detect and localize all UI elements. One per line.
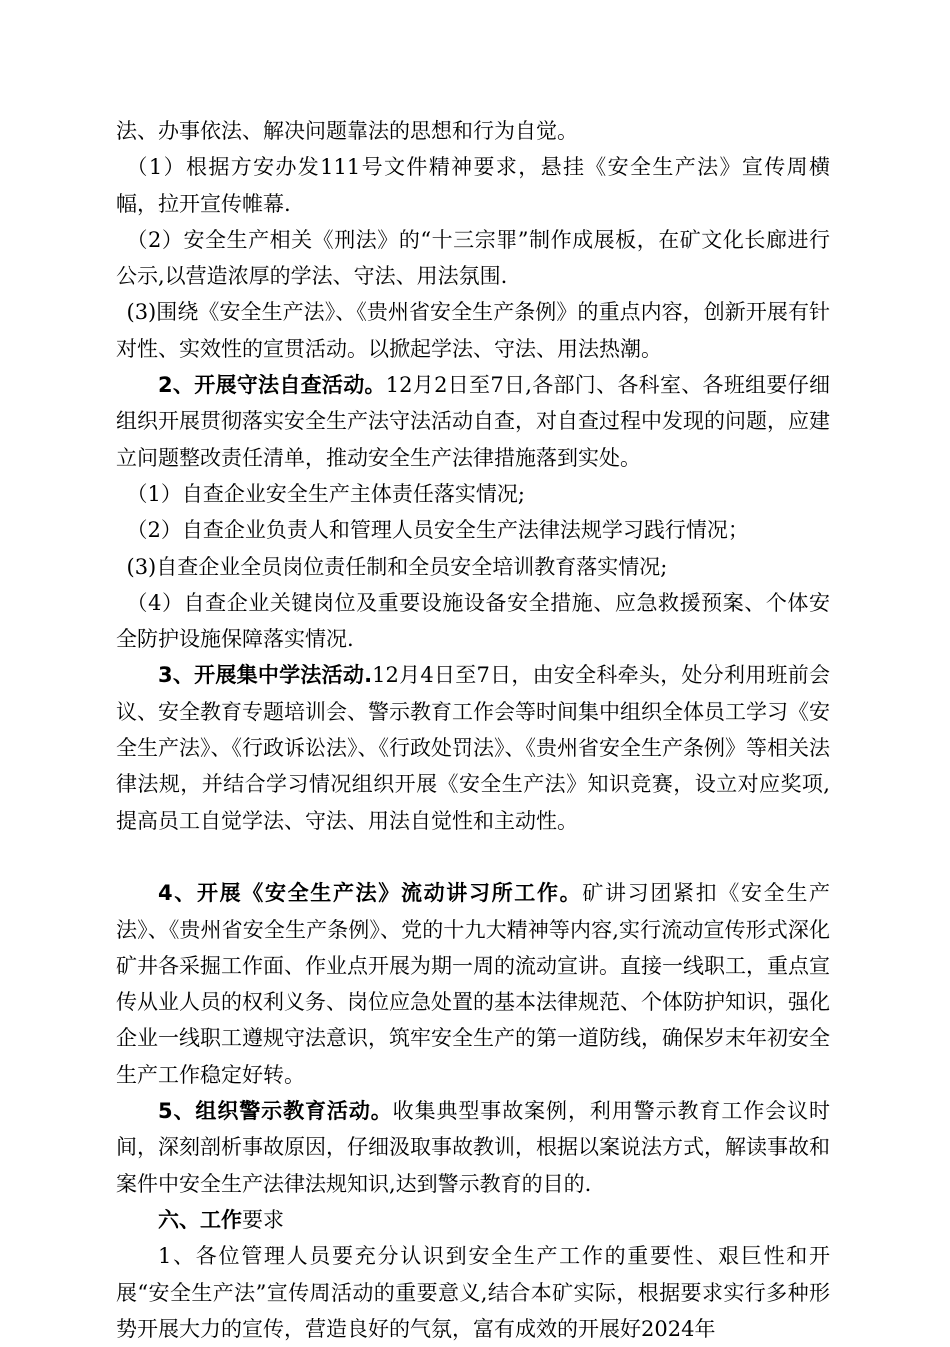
- paragraph-text: (3)围绕《安全生产法》、《贵州省安全生产条例》的重点内容，创新开展有针对性、实效性的宣贯活动。以掀起学法、守法、用法热潮。: [116, 300, 830, 361]
- paragraph-intro-end: [116, 113, 830, 149]
- paragraph-text: 矿讲习团紧扣《安全生产法》、《贵州省安全生产条例》、党的十九大精神等内容,实行流动宣传形式深化矿井各采掘工作面、作业点开展为期一周的流动宣讲。直接一线职工，重点宣传从业人员的权利义务、岗位应急处置的基本法律规范、个体防护知识，强化企业一线职工遵规守法意识，筑牢安全生产的第一道防线，确保岁末年初安全生产工作稳定好转。: [116, 881, 830, 1087]
- section-heading: 3、开展集中学法活动.: [158, 663, 373, 688]
- paragraph-section-5: [116, 1093, 830, 1202]
- paragraph-requirement-1: [116, 1238, 830, 1347]
- paragraph-text: 12月4日至7日，由安全科牵头，处分利用班前会议、安全教育专题培训会、警示教育工作会等时间集中组织全体员工学习《安全生产法》、《行政诉讼法》、《行政处罚法》、《贵州省安全生产条例》等相关法律法规，并结合学习情况组织开展《安全生产法》知识竞赛，设立对应奖项,提高员工自觉学法、守法、用法自觉性和主动性。: [116, 663, 830, 833]
- paragraph-item-2-3: [116, 549, 830, 585]
- paragraph-text: 1、各位管理人员要充分认识到安全生产工作的重要性、艰巨性和开展“安全生产法”宣传周活动的重要意义,结合本矿实际，根据要求实行多种形势开展大力的宣传，营造良好的气氛，富有成效的开展好2024年: [116, 1244, 830, 1341]
- paragraph-text: 12月2日至7日,各部门、各科室、各班组要仔细组织开展贯彻落实安全生产法守法活动自查，对自查过程中发现的问题，应建立问题整改责任清单，推动安全生产法律措施落到实处。: [116, 373, 830, 470]
- paragraph-item-1-2: [116, 222, 830, 295]
- paragraph-text: （2）安全生产相关《刑法》的“十三宗罪”制作成展板，在矿文化长廊进行公示,以营造浓厚的学法、守法、用法氛围.: [116, 227, 830, 289]
- paragraph-text: （2）自查企业负责人和管理人员安全生产法律法规学习践行情况；: [126, 518, 749, 543]
- paragraph-section-2: [116, 367, 830, 476]
- paragraph-section-6-heading: [116, 1202, 830, 1238]
- section-heading: 2、开展守法自查活动。: [158, 373, 386, 398]
- paragraph-text: （1）根据方安办发111号文件精神要求，悬挂《安全生产法》宣传周横幅，拉开宣传帷幕.: [116, 155, 830, 216]
- blank-line: [116, 839, 830, 875]
- paragraph-item-1-1: [116, 149, 830, 222]
- paragraph-item-2-1: [116, 476, 830, 512]
- paragraph-text: (3)自查企业全员岗位责任制和全员安全培训教育落实情况;: [126, 554, 668, 579]
- paragraph-item-2-4: [116, 585, 830, 658]
- paragraph-item-1-3: [116, 294, 830, 367]
- section-heading: 六、工作: [158, 1207, 242, 1232]
- paragraph-text: （4）自查企业关键岗位及重要设施设备安全措施、应急救援预案、个体安全防护设施保障落实情况.: [116, 590, 830, 652]
- paragraph-text: 收集典型事故案例，利用警示教育工作会议时间，深刻剖析事故原因，仔细汲取事故教训，根据以案说法方式，解读事故和案件中安全生产法律法规知识,达到警示教育的目的.: [116, 1099, 830, 1196]
- paragraph-section-4: [116, 875, 830, 1093]
- paragraph-text: 法、办事依法、解决问题靠法的思想和行为自觉。: [116, 119, 578, 143]
- paragraph-section-3: [116, 657, 830, 838]
- section-heading: 4、开展《安全生产法》流动讲习所工作。: [158, 881, 583, 906]
- paragraph-item-2-2: [116, 512, 830, 548]
- paragraph-text: （1）自查企业安全生产主体责任落实情况;: [126, 481, 525, 506]
- paragraph-text: 要求: [242, 1207, 284, 1232]
- section-heading: 5、组织警示教育活动。: [158, 1099, 393, 1124]
